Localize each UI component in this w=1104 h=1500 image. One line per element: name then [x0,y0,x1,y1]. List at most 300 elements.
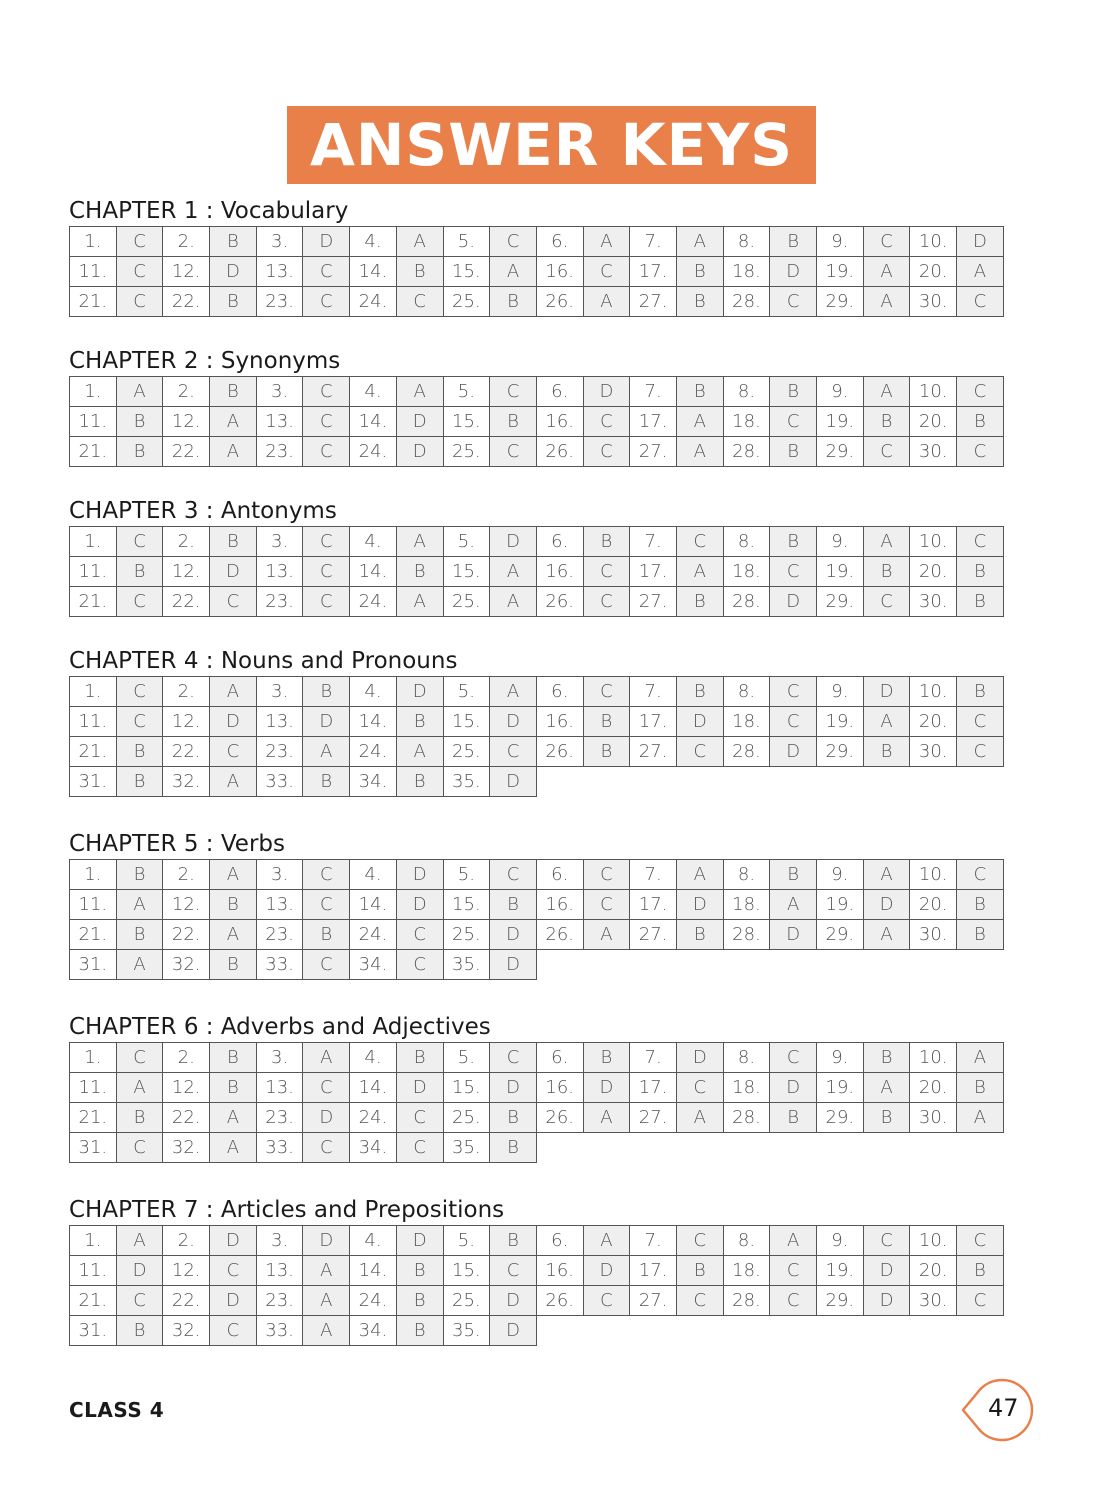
answer-cell: D [210,557,257,587]
answer-cell: B [116,437,163,467]
question-number: 18. [723,557,770,587]
question-number: 15. [443,557,490,587]
answer-cell: D [210,257,257,287]
question-number: 18. [723,257,770,287]
question-number: 8. [723,860,770,890]
question-number: 8. [723,1226,770,1256]
question-number: 6. [536,860,583,890]
question-number: 3. [256,1226,303,1256]
answer-cell: C [490,737,537,767]
answer-cell: C [116,227,163,257]
answer-cell: B [116,407,163,437]
answer-cell: D [863,677,910,707]
answer-cell: A [396,227,443,257]
question-number: 26. [536,1103,583,1133]
answer-cell: C [303,1073,350,1103]
answer-cell: C [396,1103,443,1133]
answer-cell: A [210,860,257,890]
answer-cell: A [583,1103,630,1133]
answer-cell: C [676,1226,723,1256]
answer-cell: D [863,1286,910,1316]
answer-cell: C [303,860,350,890]
question-number: 12. [163,890,210,920]
question-number: 12. [163,557,210,587]
answer-cell: A [396,737,443,767]
answer-cell: A [303,737,350,767]
question-number: 11. [70,1256,117,1286]
answer-cell: B [770,1103,817,1133]
answer-table [69,1042,1004,1163]
answer-cell: C [490,437,537,467]
question-number: 28. [723,920,770,950]
question-number: 7. [630,527,677,557]
question-number: 9. [817,1226,864,1256]
question-number: 35. [443,767,490,797]
answer-cell: C [957,1286,1004,1316]
question-number: 23. [256,437,303,467]
answer-cell: B [863,407,910,437]
question-number: 11. [70,1073,117,1103]
question-number: 20. [910,257,957,287]
answer-cell: C [863,587,910,617]
question-number: 13. [256,1256,303,1286]
answer-cell: C [116,677,163,707]
answer-cell: C [676,1286,723,1316]
answer-row [70,287,1004,317]
question-number: 20. [910,407,957,437]
answer-cell: A [863,257,910,287]
question-number: 5. [443,677,490,707]
answer-cell: C [116,1043,163,1073]
question-number: 31. [70,1316,117,1346]
answer-cell: C [770,1256,817,1286]
answer-cell: B [116,860,163,890]
answer-cell: B [770,437,817,467]
answer-cell: C [303,587,350,617]
answer-cell: B [396,707,443,737]
question-number: 34. [350,767,397,797]
question-number: 24. [350,437,397,467]
answer-cell: D [770,257,817,287]
answer-row [70,257,1004,287]
question-number: 3. [256,860,303,890]
question-number: 18. [723,707,770,737]
question-number: 1. [70,527,117,557]
question-number: 7. [630,227,677,257]
answer-cell: D [490,767,537,797]
question-number: 11. [70,257,117,287]
answer-cell: A [396,527,443,557]
answer-cell: A [770,890,817,920]
question-number: 4. [350,860,397,890]
question-number: 25. [443,587,490,617]
question-number: 3. [256,527,303,557]
question-number: 10. [910,677,957,707]
question-number: 8. [723,527,770,557]
answer-cell: C [770,707,817,737]
answer-cell: C [583,437,630,467]
answer-cell: A [676,860,723,890]
question-number: 11. [70,707,117,737]
answer-cell: A [116,377,163,407]
answer-cell: B [957,677,1004,707]
question-number: 17. [630,707,677,737]
question-number: 11. [70,890,117,920]
question-number: 6. [536,527,583,557]
question-number: 17. [630,890,677,920]
question-number: 10. [910,377,957,407]
question-number: 22. [163,1103,210,1133]
question-number: 24. [350,737,397,767]
answer-cell: B [396,557,443,587]
answer-cell: C [676,1073,723,1103]
question-number: 21. [70,1286,117,1316]
question-number: 24. [350,587,397,617]
question-number: 18. [723,1073,770,1103]
question-number: 15. [443,1073,490,1103]
answer-row [70,587,1004,617]
question-number: 28. [723,437,770,467]
answer-cell: C [863,227,910,257]
question-number: 28. [723,1103,770,1133]
answer-cell: D [863,890,910,920]
question-number: 24. [350,1286,397,1316]
chapter-heading [69,823,1035,859]
answer-cell: A [863,527,910,557]
answer-cell: C [210,737,257,767]
answer-cell: B [210,1043,257,1073]
answer-cell: D [396,1073,443,1103]
question-number: 6. [536,227,583,257]
question-number: 22. [163,920,210,950]
answer-cell: B [957,1073,1004,1103]
answer-cell: D [770,587,817,617]
question-number: 22. [163,737,210,767]
question-number: 7. [630,1226,677,1256]
answer-cell: A [863,377,910,407]
question-number: 29. [817,920,864,950]
answer-cell: B [583,1043,630,1073]
answer-cell: C [490,1256,537,1286]
answer-cell: C [303,257,350,287]
answer-cell: D [303,707,350,737]
answer-cell: B [396,1286,443,1316]
answer-cell: C [303,287,350,317]
answer-cell: C [116,257,163,287]
answer-cell: C [490,227,537,257]
question-number: 28. [723,1286,770,1316]
answer-cell: C [957,287,1004,317]
answer-cell: B [863,1043,910,1073]
question-number: 19. [817,557,864,587]
question-number: 16. [536,557,583,587]
answer-cell: B [490,890,537,920]
answer-cell: D [490,527,537,557]
question-number: 4. [350,1226,397,1256]
chapter-heading [69,1189,1035,1225]
question-number: 17. [630,257,677,287]
question-number: 22. [163,587,210,617]
question-number: 16. [536,707,583,737]
question-number: 29. [817,287,864,317]
question-number: 26. [536,920,583,950]
question-number: 8. [723,1043,770,1073]
answer-cell: D [396,860,443,890]
answer-cell: B [957,920,1004,950]
question-number: 22. [163,437,210,467]
question-number: 27. [630,1103,677,1133]
question-number: 32. [163,767,210,797]
answer-cell: B [303,767,350,797]
chapter-name: Antonyms [220,498,337,524]
question-number: 30. [910,1103,957,1133]
answer-cell: D [490,950,537,980]
class-label: CLASS 4 [69,1398,165,1422]
answer-cell: D [490,1286,537,1316]
question-number: 16. [536,1256,583,1286]
answer-cell: B [583,737,630,767]
answer-cell: A [863,920,910,950]
answer-cell: C [583,1286,630,1316]
question-number: 10. [910,527,957,557]
chapter-heading [69,190,1035,226]
answer-cell: B [303,677,350,707]
chapter-name: Articles and Prepositions [220,1197,505,1223]
question-number: 27. [630,737,677,767]
question-number: 16. [536,257,583,287]
question-number: 14. [350,707,397,737]
answer-cell: B [396,767,443,797]
question-number: 34. [350,1316,397,1346]
question-number: 25. [443,437,490,467]
question-number: 23. [256,1286,303,1316]
question-number: 15. [443,890,490,920]
question-number: 9. [817,1043,864,1073]
question-number: 35. [443,1133,490,1163]
question-number: 33. [256,950,303,980]
answer-row [70,1316,1004,1346]
answer-cell: B [676,257,723,287]
question-number: 10. [910,860,957,890]
chapter-4-section [69,640,1035,797]
question-number: 21. [70,587,117,617]
question-number: 8. [723,227,770,257]
question-number: 15. [443,707,490,737]
question-number: 20. [910,890,957,920]
answer-table [69,226,1004,317]
question-number: 1. [70,227,117,257]
answer-cell: C [303,407,350,437]
answer-cell: A [303,1286,350,1316]
question-number: 24. [350,1103,397,1133]
question-number: 3. [256,1043,303,1073]
question-number: 2. [163,1043,210,1073]
question-number: 32. [163,1316,210,1346]
question-number: 25. [443,1103,490,1133]
question-number: 13. [256,707,303,737]
question-number: 29. [817,587,864,617]
page-number: 47 [988,1394,1019,1422]
answer-cell: B [957,890,1004,920]
answer-cell: B [957,557,1004,587]
question-number: 14. [350,257,397,287]
question-number: 11. [70,557,117,587]
answer-cell: D [583,1256,630,1286]
answer-cell: D [396,1226,443,1256]
question-number: 21. [70,920,117,950]
answer-cell: D [676,890,723,920]
question-number: 4. [350,527,397,557]
question-number: 23. [256,587,303,617]
question-number: 26. [536,437,583,467]
answer-cell: C [583,257,630,287]
answer-cell: D [210,707,257,737]
question-number: 25. [443,287,490,317]
answer-cell: D [396,437,443,467]
answer-cell: B [116,557,163,587]
answer-row [70,737,1004,767]
question-number: 12. [163,257,210,287]
question-number: 6. [536,377,583,407]
answer-row [70,557,1004,587]
answer-cell: C [957,737,1004,767]
answer-cell: C [583,557,630,587]
answer-cell: D [770,920,817,950]
question-number: 30. [910,1286,957,1316]
answer-cell: B [210,227,257,257]
answer-cell: C [490,377,537,407]
answer-cell: D [770,737,817,767]
answer-cell: C [583,407,630,437]
chapter-3-section [69,490,1035,617]
question-number: 23. [256,1103,303,1133]
question-number: 2. [163,860,210,890]
question-number: 26. [536,1286,583,1316]
question-number: 19. [817,407,864,437]
answer-row [70,677,1004,707]
answer-row [70,1103,1004,1133]
answer-cell: D [303,1226,350,1256]
answer-keys-title-banner [287,106,816,184]
answer-cell: A [396,587,443,617]
answer-cell: D [210,1286,257,1316]
answer-cell: A [583,1226,630,1256]
answer-cell: C [957,1226,1004,1256]
chapter-name: Adverbs and Adjectives [220,1014,491,1040]
question-number: 20. [910,1256,957,1286]
question-number: 21. [70,1103,117,1133]
answer-cell: B [770,527,817,557]
question-number: 30. [910,587,957,617]
answer-cell: C [396,920,443,950]
answer-row [70,860,1004,890]
question-number: 26. [536,737,583,767]
question-number: 2. [163,527,210,557]
answer-cell: C [116,287,163,317]
answer-cell: C [770,557,817,587]
answer-cell: D [490,920,537,950]
answer-row [70,950,1004,980]
question-number: 10. [910,1043,957,1073]
answer-cell: A [676,227,723,257]
question-number: 14. [350,557,397,587]
question-number: 17. [630,1073,677,1103]
question-number: 16. [536,890,583,920]
answer-row [70,1073,1004,1103]
question-number: 15. [443,1256,490,1286]
answer-cell: C [676,527,723,557]
answer-cell: C [770,287,817,317]
question-number: 13. [256,1073,303,1103]
question-number: 31. [70,1133,117,1163]
question-number: 24. [350,287,397,317]
question-number: 24. [350,920,397,950]
answer-cell: D [676,707,723,737]
answer-cell: D [770,1073,817,1103]
question-number: 29. [817,437,864,467]
answer-cell: A [863,287,910,317]
answer-cell: B [770,227,817,257]
question-number: 3. [256,377,303,407]
question-number: 35. [443,1316,490,1346]
answer-cell: A [957,1043,1004,1073]
answer-cell: A [583,920,630,950]
answer-row [70,1286,1004,1316]
answer-table [69,376,1004,467]
question-number: 29. [817,1103,864,1133]
answer-cell: D [490,707,537,737]
question-number: 13. [256,407,303,437]
answer-cell: C [303,377,350,407]
answer-row [70,407,1004,437]
question-number: 30. [910,437,957,467]
answer-cell: A [210,407,257,437]
question-number: 17. [630,1256,677,1286]
answer-cell: A [490,257,537,287]
question-number: 1. [70,1226,117,1256]
question-number: 21. [70,737,117,767]
question-number: 32. [163,950,210,980]
answer-cell: A [583,227,630,257]
chapter-heading [69,490,1035,526]
question-number: 20. [910,557,957,587]
answer-cell: B [770,860,817,890]
question-number: 19. [817,257,864,287]
answer-cell: B [863,737,910,767]
question-number: 1. [70,377,117,407]
chapter-label: CHAPTER 6 : [69,1014,214,1040]
answer-cell: A [863,860,910,890]
question-number: 16. [536,1073,583,1103]
answer-cell: C [396,1133,443,1163]
answer-cell: D [490,1073,537,1103]
answer-cell: C [303,950,350,980]
answer-table [69,676,1004,797]
chapter-5-section [69,823,1035,980]
answer-cell: A [116,1226,163,1256]
answer-cell: C [396,287,443,317]
answer-cell: C [863,1226,910,1256]
answer-cell: B [210,1073,257,1103]
answer-cell: B [957,407,1004,437]
question-number: 34. [350,1133,397,1163]
chapter-6-section [69,1006,1035,1163]
page-title: ANSWER KEYS [310,111,793,179]
answer-cell: D [396,407,443,437]
answer-cell: C [303,437,350,467]
question-number: 33. [256,767,303,797]
answer-cell: D [396,677,443,707]
